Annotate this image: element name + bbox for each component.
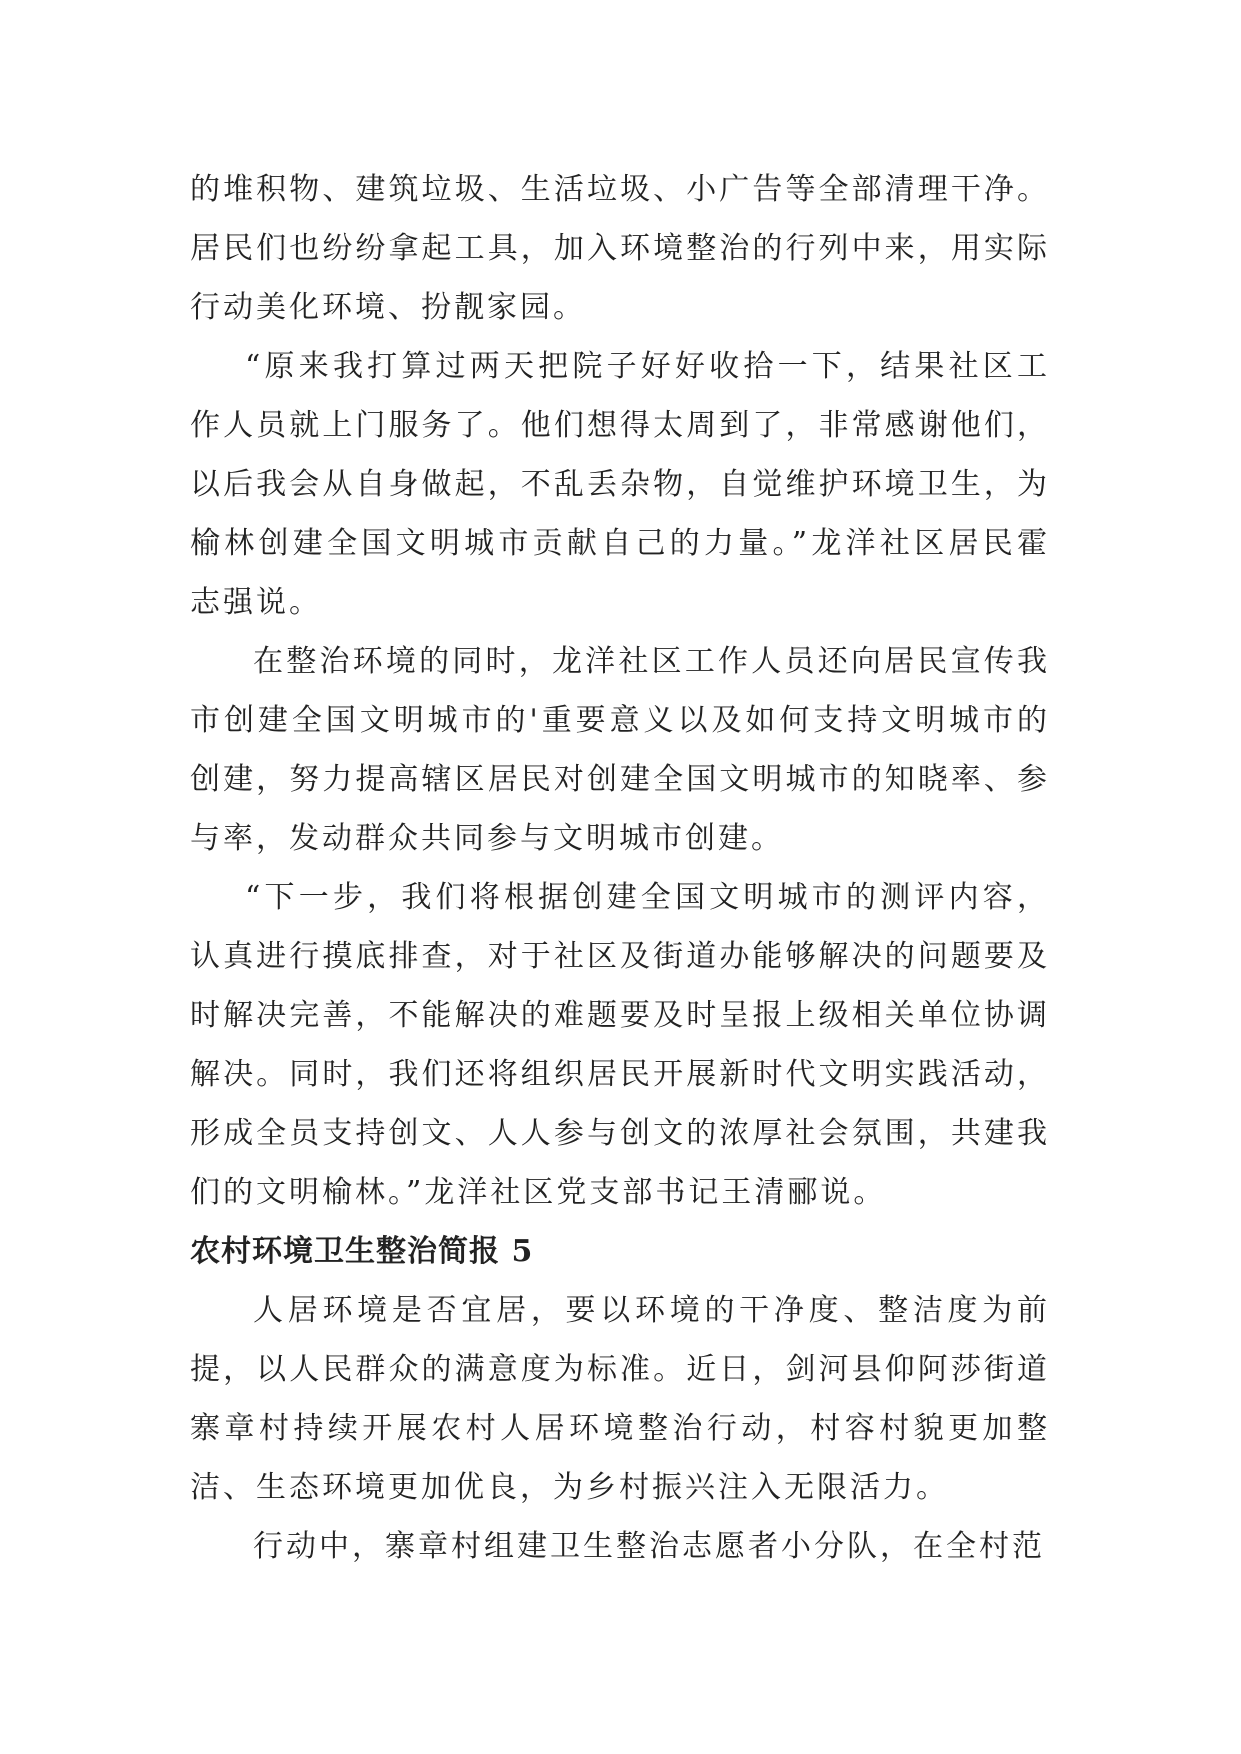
document-body bbox=[190, 160, 1050, 1576]
paragraph-continuation: 的堆积物、建筑垃圾、生活垃圾、小广告等全部清理干净。居民们也纷纷拿起工具，加入环境整治的行列中来，用实际行动美化环境、扮靓家园。 bbox=[190, 172, 1050, 325]
paragraph-intro: 人居环境是否宜居，要以环境的干净度、整洁度为前提，以人民群众的满意度为标准。近日，剑河县仰阿莎街道寨章村持续开展农村人居环境整治行动，村容村貌更加整洁、生态环境更加优良，为乡村振兴注入无限活力。 bbox=[190, 1293, 1050, 1505]
paragraph-secretary-quote: “下一步，我们将根据创建全国文明城市的测评内容，认真进行摸底排查，对于社区及街道办能够解决的问题要及时解决完善，不能解决的难题要及时呈报上级相关单位协调解决。同时，我们还将组织居民开展新时代文明实践活动，形成全员支持创文、人人参与创文的浓厚社会氛围，共建我们的文明榆林。”龙洋社区党支部书记王清郦说。 bbox=[190, 880, 1050, 1210]
paragraph-action: 行动中，寨章村组建卫生整治志愿者小分队，在全村范 bbox=[253, 1529, 1045, 1564]
paragraph-resident-quote: “原来我打算过两天把院子好好收拾一下，结果社区工作人员就上门服务了。他们想得太周到了，非常感谢他们，以后我会从自身做起，不乱丢杂物，自觉维护环境卫生，为榆林创建全国文明城市贡献自己的力量。”龙洋社区居民霍志强说。 bbox=[190, 349, 1050, 620]
paragraph-publicity: 在整治环境的同时，龙洋社区工作人员还向居民宣传我市创建全国文明城市的'重要意义以及如何支持文明城市的创建，努力提高辖区居民对创建全国文明城市的知晓率、参与率，发动群众共同参与文明城市创建。 bbox=[190, 644, 1050, 856]
section-title: 农村环境卫生整治简报 5 bbox=[190, 1234, 534, 1269]
